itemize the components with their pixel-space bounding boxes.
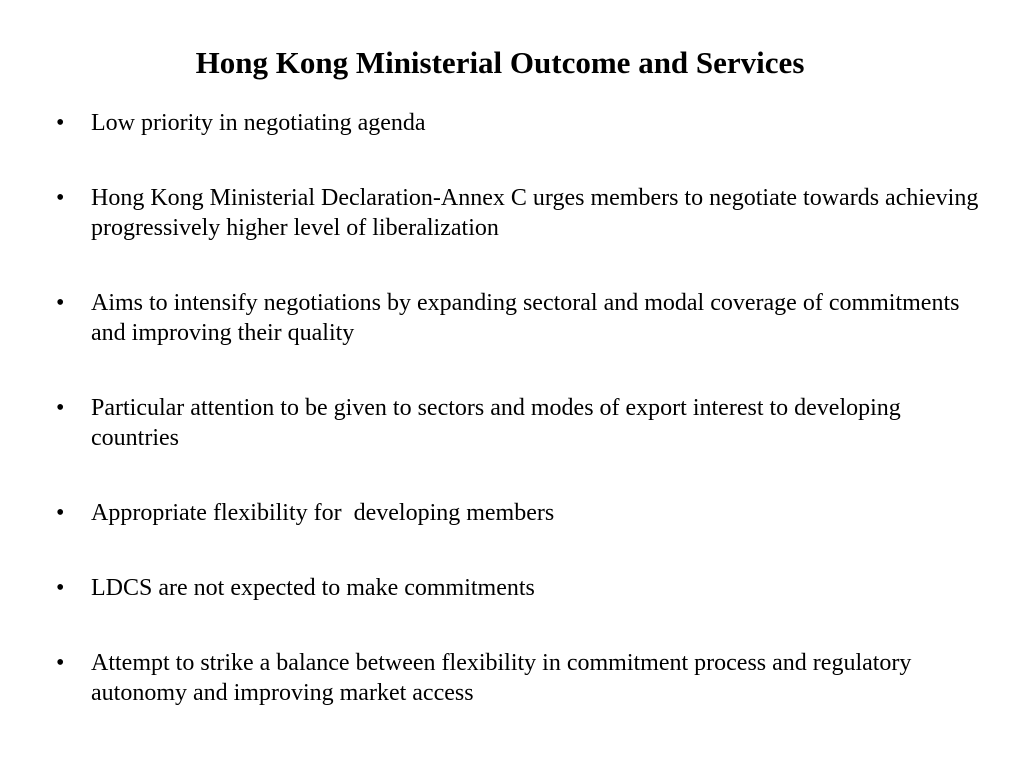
bullet-item — [56, 183, 986, 243]
slide-title: Hong Kong Ministerial Outcome and Services — [195, 45, 805, 80]
bullet-glyph: • — [56, 185, 65, 211]
bullet-glyph: • — [56, 110, 65, 136]
bullet-text: Attempt to strike a balance between flexibility in commitment process and regulatory autonomy and improving market access — [91, 650, 912, 706]
bullet-item — [56, 648, 986, 708]
bullet-text: Aims to intensify negotiations by expanding sectoral and modal coverage of commitments and improving their quality — [91, 290, 960, 346]
bullet-glyph: • — [56, 395, 65, 421]
bullet-glyph: • — [56, 500, 65, 526]
bullet-text: Appropriate flexibility for developing members — [91, 500, 555, 526]
bullet-list — [56, 108, 986, 708]
bullet-item — [56, 288, 986, 348]
bullet-text: LDCS are not expected to make commitments — [91, 575, 535, 601]
bullet-text: Hong Kong Ministerial Declaration-Annex C urges members to negotiate towards achieving progressively higher level of liberalization — [91, 185, 979, 241]
bullet-item — [56, 498, 986, 528]
bullet-glyph: • — [56, 650, 65, 676]
bullet-text: Particular attention to be given to sectors and modes of export interest to developing countries — [91, 395, 901, 451]
bullet-item — [56, 573, 986, 603]
bullet-text: Low priority in negotiating agenda — [91, 110, 426, 136]
bullet-item — [56, 108, 986, 138]
bullet-item — [56, 393, 986, 453]
bullet-glyph: • — [56, 290, 65, 316]
bullet-glyph: • — [56, 575, 65, 601]
